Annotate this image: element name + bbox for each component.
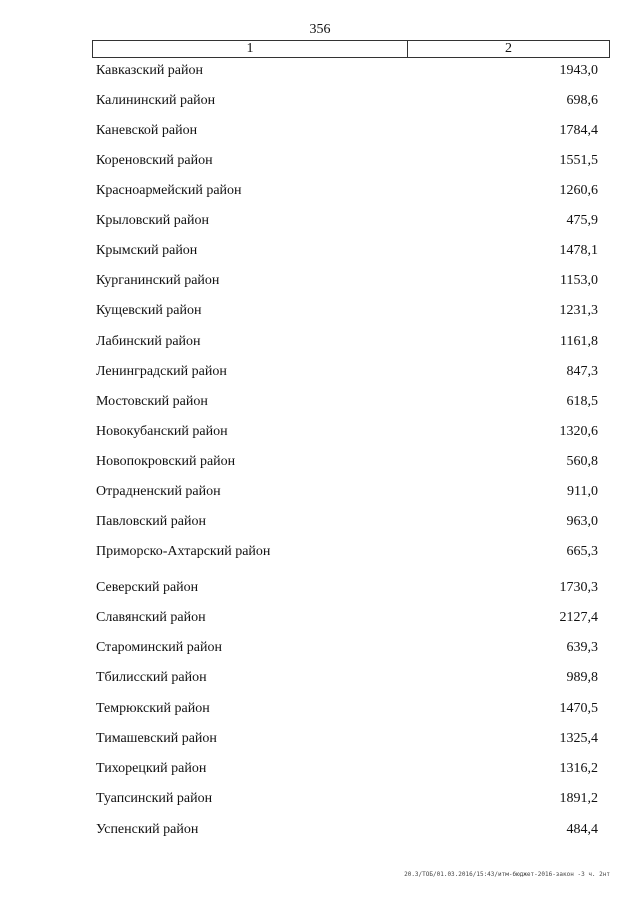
table-row — [96, 151, 598, 171]
footer-note: 20.3/ТОБ/01.03.2016/15:43/итм-бюджет-2016-закон -3 ч. 2нт — [404, 871, 610, 878]
table-row — [96, 482, 598, 502]
district-name: Новокубанский район — [96, 424, 228, 439]
table-row — [96, 422, 598, 442]
district-value: 1784,4 — [559, 123, 598, 138]
district-name: Лабинский район — [96, 334, 201, 349]
district-name: Крымский район — [96, 243, 198, 258]
district-name: Каневской район — [96, 123, 198, 138]
table-row — [96, 608, 598, 628]
district-name: Тбилисский район — [96, 670, 207, 685]
district-value: 1320,6 — [559, 424, 598, 439]
district-name: Ленинградский район — [96, 364, 227, 379]
district-name: Отрадненский район — [96, 484, 221, 499]
district-value: 484,4 — [566, 822, 598, 837]
district-value: 911,0 — [567, 484, 598, 499]
district-name: Приморско-Ахтарский район — [96, 544, 271, 559]
district-name: Темрюкский район — [96, 701, 210, 716]
district-value: 1231,3 — [559, 303, 598, 318]
district-name: Крыловский район — [96, 213, 209, 228]
table-row — [96, 542, 598, 562]
district-value: 1470,5 — [559, 701, 598, 716]
district-value: 1325,4 — [559, 731, 598, 746]
district-name: Туапсинский район — [96, 791, 213, 806]
table-row — [96, 301, 598, 321]
district-name: Северский район — [96, 580, 199, 595]
district-name: Курганинский район — [96, 273, 220, 288]
district-value: 1161,8 — [560, 334, 598, 349]
district-value: 618,5 — [566, 394, 598, 409]
district-value: 1943,0 — [559, 63, 598, 78]
table-row — [96, 638, 598, 658]
table-row — [96, 820, 598, 840]
district-value: 475,9 — [566, 213, 598, 228]
district-value: 1551,5 — [559, 153, 598, 168]
table-row — [96, 452, 598, 472]
district-name: Кавказский район — [96, 63, 204, 78]
district-name: Кореновский район — [96, 153, 213, 168]
district-name: Павловский район — [96, 514, 206, 529]
table-row — [96, 392, 598, 412]
district-value: 1478,1 — [559, 243, 598, 258]
table-row — [96, 789, 598, 809]
table-row — [96, 121, 598, 141]
table-row — [96, 668, 598, 688]
district-value: 2127,4 — [559, 610, 598, 625]
table-row — [96, 61, 598, 81]
district-name: Славянский район — [96, 610, 206, 625]
district-value: 560,8 — [566, 454, 598, 469]
district-name: Успенский район — [96, 822, 199, 837]
table-row — [96, 699, 598, 719]
table-header — [92, 40, 610, 58]
district-value: 847,3 — [566, 364, 598, 379]
header-col-2: 2 — [505, 41, 512, 56]
table-row — [96, 759, 598, 779]
district-value: 698,6 — [566, 93, 598, 108]
table-row — [96, 181, 598, 201]
district-name: Красноармейский район — [96, 183, 242, 198]
district-value: 639,3 — [566, 640, 598, 655]
district-name: Мостовский район — [96, 394, 208, 409]
district-value: 963,0 — [566, 514, 598, 529]
district-name: Тихорецкий район — [96, 761, 207, 776]
district-value: 665,3 — [566, 544, 598, 559]
district-name: Кущевский район — [96, 303, 202, 318]
district-name: Староминский район — [96, 640, 222, 655]
district-name: Тимашевский район — [96, 731, 217, 746]
district-value: 1891,2 — [559, 791, 598, 806]
district-value: 1316,2 — [559, 761, 598, 776]
table-row — [96, 241, 598, 261]
table-row — [96, 362, 598, 382]
table-row — [96, 578, 598, 598]
table-row — [96, 271, 598, 291]
district-value: 1260,6 — [559, 183, 598, 198]
district-name: Новопокровский район — [96, 454, 236, 469]
table-row — [96, 512, 598, 532]
table-row — [96, 91, 598, 111]
table-row — [96, 211, 598, 231]
header-col-1: 1 — [93, 41, 408, 57]
page-number: 356 — [309, 22, 331, 37]
district-name: Калининский район — [96, 93, 216, 108]
table-row — [96, 332, 598, 352]
district-value: 989,8 — [566, 670, 598, 685]
district-value: 1730,3 — [559, 580, 598, 595]
table-row — [96, 729, 598, 749]
district-value: 1153,0 — [560, 273, 598, 288]
